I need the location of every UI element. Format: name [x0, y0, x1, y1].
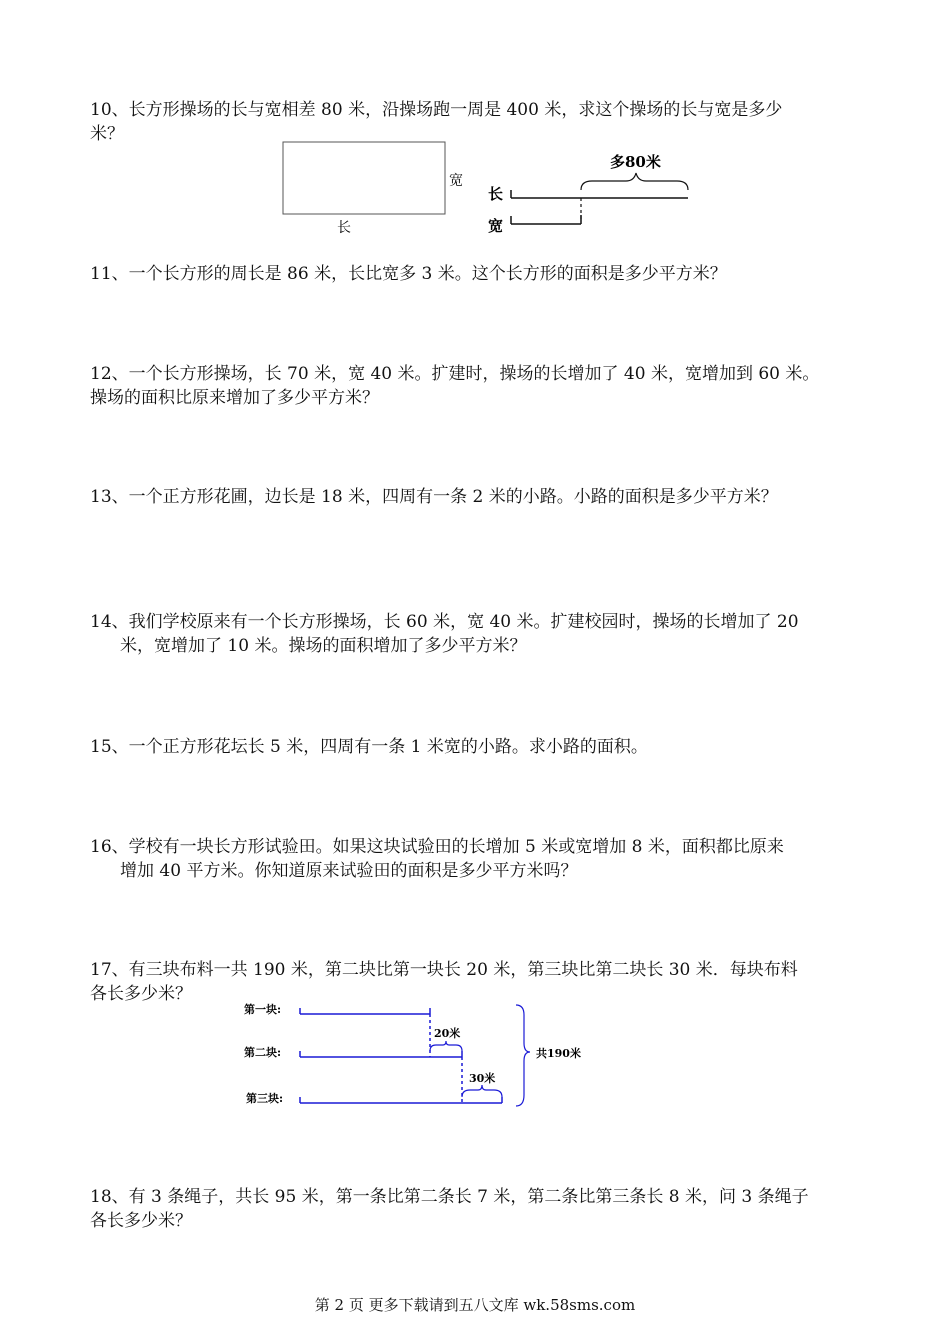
- diagram-q17: [240, 995, 600, 1115]
- question-text: 14、我们学校原来有一个长方形操场，长 60 米，宽 40 米。扩建校园时，操场的长增加了 20: [90, 612, 799, 632]
- question-text: 15、一个正方形花坛长 5 米，四周有一条 1 米宽的小路。求小路的面积。: [90, 737, 648, 757]
- row3-label: 第三块:: [246, 1092, 284, 1105]
- question-11: [90, 262, 870, 286]
- total-label: 共190米: [536, 1047, 581, 1060]
- question-text: 10、长方形操场的长与宽相差 80 米，沿操场跑一周是 400 米，求这个操场的长与宽是多少: [90, 100, 783, 120]
- question-text: 12、一个长方形操场，长 70 米，宽 40 米。扩建时，操场的长增加了 40 米，宽增加到 60 米。: [90, 364, 820, 384]
- question-text-cont: 米？: [90, 124, 124, 144]
- brace-diff: [581, 173, 688, 190]
- page-footer: 第 2 页 更多下载请到五八文库 wk.58sms.com: [314, 1296, 636, 1314]
- question-text: 11、一个长方形的周长是 86 米，长比宽多 3 米。这个长方形的面积是多少平方米？: [90, 264, 727, 284]
- question-text-cont: 米，宽增加了 10 米。操场的面积增加了多少平方米？: [120, 636, 527, 656]
- total-brace: [516, 1005, 530, 1106]
- question-14: [90, 610, 870, 658]
- diff2-label: 30米: [469, 1072, 496, 1085]
- diff-label: 多80米: [610, 153, 661, 171]
- question-text: 17、有三块布料一共 190 米，第二块比第一块长 20 米，第三块比第二块长 30 米．每块布料: [90, 960, 798, 980]
- question-15: [90, 735, 870, 759]
- question-text-cont: 各长多少米？: [90, 1211, 192, 1231]
- question-text: 18、有 3 条绳子，共长 95 米，第一条比第二条长 7 米，第二条比第三条长 8 米，问 3 条绳子: [90, 1187, 809, 1207]
- diagram-q10: [270, 135, 710, 245]
- diff1-label: 20米: [434, 1027, 461, 1040]
- question-13: [90, 485, 870, 509]
- bar-short-label: 宽: [488, 217, 504, 235]
- brace-30: [462, 1085, 502, 1097]
- question-text-cont: 操场的面积比原来增加了多少平方米？: [90, 388, 379, 408]
- bar-long-label: 长: [488, 185, 504, 203]
- brace-20: [430, 1041, 462, 1051]
- row1-label: 第一块:: [244, 1003, 282, 1016]
- row2-label: 第二块:: [244, 1046, 282, 1059]
- rect-width-label: 宽: [449, 173, 463, 189]
- question-18: [90, 1185, 870, 1233]
- rect-length-label: 长: [337, 220, 351, 236]
- question-text-cont: 各长多少米？: [90, 984, 192, 1004]
- question-text: 13、一个正方形花圃，边长是 18 米，四周有一条 2 米的小路。小路的面积是多少平方米？: [90, 487, 778, 507]
- question-12: [90, 362, 870, 410]
- question-text: 16、学校有一块长方形试验田。如果这块试验田的长增加 5 米或宽增加 8 米，面积都比原来: [90, 837, 784, 857]
- question-text-cont: 增加 40 平方米。你知道原来试验田的面积是多少平方米吗？: [120, 861, 578, 881]
- rectangle-shape: [283, 142, 445, 214]
- question-16: [90, 835, 870, 883]
